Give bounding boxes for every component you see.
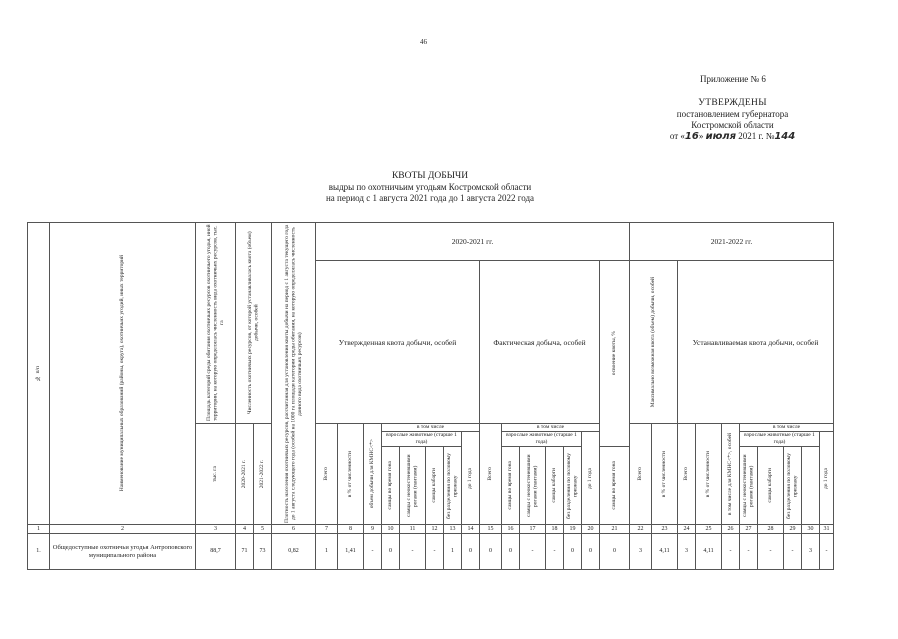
table-cell: - <box>758 534 784 570</box>
column-number: 28 <box>758 525 784 534</box>
table-cell: - <box>784 534 802 570</box>
table-cell: 4,11 <box>696 534 722 570</box>
header-rownum: № п/п <box>28 223 50 525</box>
table-cell: 0,82 <box>272 534 316 570</box>
handwritten-month: июля <box>705 131 737 142</box>
header-musk: самцы кабарги <box>758 447 784 525</box>
header-total: Всего <box>480 424 502 525</box>
header-area-unit: тыс. га <box>196 424 236 525</box>
table-cell: - <box>400 534 426 570</box>
table-cell: 0 <box>582 534 600 570</box>
header-incl: в том числе <box>740 424 834 432</box>
approval-block <box>640 98 825 142</box>
column-number: 24 <box>678 525 696 534</box>
header-musk: самцы кабарги <box>546 447 564 525</box>
document-title: КВОТЫ ДОБЫЧИ выдры по охотничьим угодьям Костромской области на период с 1 августа 2021 года до 1 августа 2022 года <box>325 171 535 203</box>
column-number: 27 <box>740 525 758 534</box>
table-cell: 1,41 <box>338 534 364 570</box>
header-pct: в % от численности <box>652 424 678 525</box>
header-males-horns: самцы с неокостеневшими рогами (пантами) <box>400 447 426 525</box>
header-adults: взрослые животные (старше 1 года) <box>502 432 582 447</box>
column-number: 31 <box>820 525 834 534</box>
column-number: 8 <box>338 525 364 534</box>
column-number: 17 <box>520 525 546 534</box>
header-density: Плотность населения охотничьих ресурсов, рассчитанная для установления квоты добычи на период с 1 августа текущего года до 1 августа следующего года (особей на 1000 га площади категории среды обитания, на которую определялась численность данного вида охотничьих ресурсов) <box>272 223 316 525</box>
column-number: 14 <box>462 525 480 534</box>
handwritten-number: 144 <box>774 131 796 142</box>
header-nosex: без разделения по половому признаку <box>784 447 802 525</box>
table-cell: - <box>520 534 546 570</box>
header-count-2020: 2020-2021 г. <box>236 424 254 525</box>
table-cell: 3 <box>678 534 696 570</box>
table-cell: 3 <box>630 534 652 570</box>
header-nosex: без разделения по половому признаку <box>444 447 462 525</box>
table-cell: - <box>546 534 564 570</box>
table-cell: 0 <box>600 534 630 570</box>
table-cell: 1. <box>28 534 50 570</box>
table-cell: - <box>740 534 758 570</box>
header-males-rut: самцы во время гона <box>382 447 400 525</box>
table-cell: - <box>820 534 834 570</box>
header-adults: взрослые животные (старше 1 года) <box>740 432 820 447</box>
approval-date: от «16» июля 2021 г. №144 <box>669 131 796 142</box>
column-number: 7 <box>316 525 338 534</box>
header-males-horns: самцы с неокостеневшими рогами (пантами) <box>740 447 758 525</box>
table-cell: 73 <box>254 534 272 570</box>
column-number: 29 <box>784 525 802 534</box>
column-number: 25 <box>696 525 722 534</box>
header-young: до 1 года <box>462 432 480 525</box>
column-number: 26 <box>722 525 740 534</box>
header-period-2020: 2020-2021 гг. <box>316 223 630 261</box>
column-number: 16 <box>502 525 520 534</box>
column-number: 3 <box>196 525 236 534</box>
approval-line: постановлением губернатора <box>676 109 789 119</box>
table-cell: 1 <box>316 534 338 570</box>
table-cell: 88,7 <box>196 534 236 570</box>
header-nosex: без разделения по половому признаку <box>564 447 582 525</box>
header-pct: в % от численности <box>338 424 364 525</box>
column-number: 15 <box>480 525 502 534</box>
header-incl: в том числе <box>502 424 600 432</box>
header-kmns: объем добычи для КМНС<*> <box>364 424 382 525</box>
quota-table <box>27 222 834 570</box>
header-set-quota: Устанавливаемая квота добычи, особей <box>678 261 834 424</box>
header-kmns: в том числе для КМНС<*>, особей <box>722 424 740 525</box>
table-cell: 71 <box>236 534 254 570</box>
table-cell: 0 <box>462 534 480 570</box>
column-number: 12 <box>426 525 444 534</box>
column-number: 4 <box>236 525 254 534</box>
table-row <box>28 534 834 570</box>
approval-line: Костромской области <box>691 120 774 130</box>
header-total: Всего <box>678 424 696 525</box>
table-cell: - <box>426 534 444 570</box>
column-number: 1 <box>28 525 50 534</box>
header-males-rut: самцы во время гона <box>502 447 520 525</box>
approval-title: УТВЕРЖДЕНЫ <box>698 98 767 108</box>
header-name: Наименование муниципальных образований (районы, округа), охотничьих угодий, иных территорий <box>50 223 196 525</box>
header-total: Всего <box>630 424 652 525</box>
column-number: 10 <box>382 525 400 534</box>
header-musk: самцы кабарги <box>426 447 444 525</box>
header-area: Площадь категорий среды обитания охотничьих ресурсов охотничьего угодья, иной территории, на которую определялась численность вида охотничьих ресурсов, тыс. га <box>196 223 236 424</box>
column-number: 6 <box>272 525 316 534</box>
table-cell: 1 <box>444 534 462 570</box>
header-period-2021: 2021-2022 гг. <box>630 223 834 261</box>
column-number: 9 <box>364 525 382 534</box>
table-cell: 3 <box>802 534 820 570</box>
header-young: до 1 года <box>820 432 834 525</box>
header-incl: в том числе <box>382 424 480 432</box>
table-cell-name: Общедоступные охотничьи угодья Антроповского муниципального района <box>50 534 196 570</box>
column-number: 30 <box>802 525 820 534</box>
table-cell: 0 <box>382 534 400 570</box>
header-adults: взрослые животные (старше 1 года) <box>382 432 462 447</box>
header-young: до 1 года <box>582 432 600 525</box>
column-number: 5 <box>254 525 272 534</box>
table-cell: - <box>722 534 740 570</box>
column-number: 21 <box>600 525 630 534</box>
column-number: 18 <box>546 525 564 534</box>
table-cell: 0 <box>502 534 520 570</box>
table-cell: 0 <box>480 534 502 570</box>
header-males-rut: самцы во время гона <box>600 447 630 525</box>
table-cell: 4,11 <box>652 534 678 570</box>
table-cell: 0 <box>564 534 582 570</box>
column-number: 22 <box>630 525 652 534</box>
header-count: Численность охотничьих ресурсов, от которой устанавливалась квота (объем) добычи, особей <box>236 223 272 424</box>
handwritten-day: 16 <box>684 131 699 142</box>
table-cell: - <box>364 534 382 570</box>
column-number-row <box>28 525 834 534</box>
header-pct: в % от численности <box>696 424 722 525</box>
column-number: 2 <box>50 525 196 534</box>
header-use-pct: освоение квоты, % <box>600 261 630 447</box>
header-males-horns: самцы с неокостеневшими рогами (пантами) <box>520 447 546 525</box>
page-number: 46 <box>420 38 427 46</box>
column-number: 20 <box>582 525 600 534</box>
column-number: 23 <box>652 525 678 534</box>
column-number: 11 <box>400 525 426 534</box>
annex-label: Приложение № 6 <box>700 74 766 84</box>
header-total: Всего <box>316 424 338 525</box>
header-max-quota: Максимально возможная квота (объем) добычи, особей <box>630 261 678 424</box>
header-actual-harvest: Фактическая добыча, особей <box>480 261 600 424</box>
column-number: 19 <box>564 525 582 534</box>
column-number: 13 <box>444 525 462 534</box>
header-count-2021: 2021-2022 г. <box>254 424 272 525</box>
header-approved-quota: Утвержденная квота добычи, особей <box>316 261 480 424</box>
